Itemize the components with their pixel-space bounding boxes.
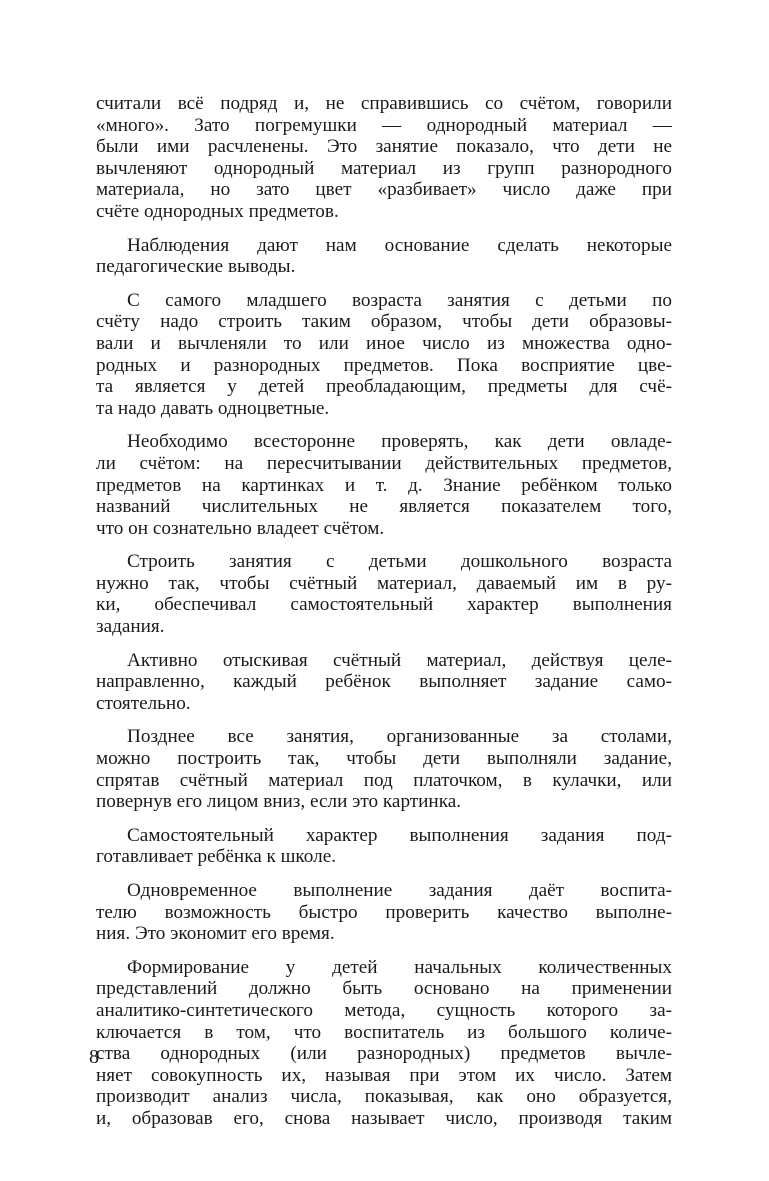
paragraph [96,290,672,420]
text-line: стоятельно. [96,692,191,714]
text-line: счёте однородных предметов. [96,200,339,222]
paragraph [96,551,672,637]
page-body [96,93,672,1142]
text-line: вали и вычленяли то или иное число из множества одно- [96,332,672,354]
text-line: педагогические выводы. [96,256,296,278]
paragraph [96,957,672,1130]
text-line: что он сознательно владеет счётом. [96,517,385,539]
paragraph [96,93,672,223]
text-line: задания. [96,616,165,638]
text-line: родных и разнородных предметов. Пока восприятие цве- [96,354,672,376]
text-line: предметов на картинках и т. д. Знание ребёнком только [96,474,672,496]
text-line: спрятав счётный материал под платочком, в кулачки, или [96,769,672,791]
text-line: ключается в том, что воспитатель из большого количе- [96,1021,672,1043]
text-line: и, образовав его, снова называет число, производя таким [96,1107,672,1129]
text-line: материала, но зато цвет «разбивает» число даже при [96,179,672,201]
text-line: С самого младшего возраста занятия с детьми по [127,289,672,311]
text-line: производит анализ числа, показывая, как оно образуется, [96,1086,672,1108]
text-line: няет совокупность их, называя при этом их число. Затем [96,1064,672,1086]
text-line: ки, обеспечивал самостоятельный характер выполнения [96,594,672,616]
text-line: повернув его лицом вниз, если это картинка. [96,791,462,813]
text-line: названий числительных не является показателем того, [96,496,672,518]
text-line: Позднее все занятия, организованные за столами, [127,726,672,748]
paragraph [96,235,672,278]
text-line: были ими расчленены. Это занятие показало, что дети не [96,136,672,158]
paragraph [96,825,672,868]
text-line: телю возможность быстро проверить качество выполне- [96,901,672,923]
text-line: та надо давать одноцветные. [96,397,330,419]
text-line: счёту надо строить таким образом, чтобы дети образовы- [96,311,672,333]
text-line: Активно отыскивая счётный материал, действуя целе- [127,649,672,671]
text-line: Формирование у детей начальных количественных [127,956,672,978]
text-line: Самостоятельный характер выполнения задания под- [127,824,672,846]
text-line: готавливает ребёнка к школе. [96,846,337,868]
text-line: Одновременное выполнение задания даёт воспита- [127,880,672,901]
text-line: та является у детей преобладающим, предметы для счё- [96,376,672,398]
text-line: представлений должно быть основано на применении [96,978,672,1000]
text-line: «много». Зато погремушки — однородный материал — [96,114,672,136]
paragraph [96,650,672,715]
text-line: можно построить так, чтобы дети выполняли задание, [96,748,672,770]
paragraph [96,880,672,945]
page-number: 8 [89,1046,99,1068]
text-line: нужно так, чтобы счётный материал, даваемый им в ру- [96,572,672,594]
paragraph [96,726,672,812]
text-line: ли счётом: на пересчитывании действительных предметов, [96,452,672,474]
text-line: направленно, каждый ребёнок выполняет задание само- [96,671,672,693]
text-line: Наблюдения дают нам основание сделать некоторые [127,234,672,256]
text-line: аналитико-синтетического метода, сущность которого за- [96,999,672,1021]
paragraph [96,431,672,539]
text-line: Необходимо всесторонне проверять, как дети овладе- [127,431,672,453]
text-line: ния. Это экономит его время. [96,923,335,945]
text-line: вычленяют однородный материал из групп разнородного [96,157,672,179]
text-line: считали всё подряд и, не справившись со счётом, говорили [96,93,672,114]
text-line: Строить занятия с детьми дошкольного возраста [127,551,672,573]
text-line: ства однородных (или разнородных) предметов вычле- [96,1043,672,1065]
